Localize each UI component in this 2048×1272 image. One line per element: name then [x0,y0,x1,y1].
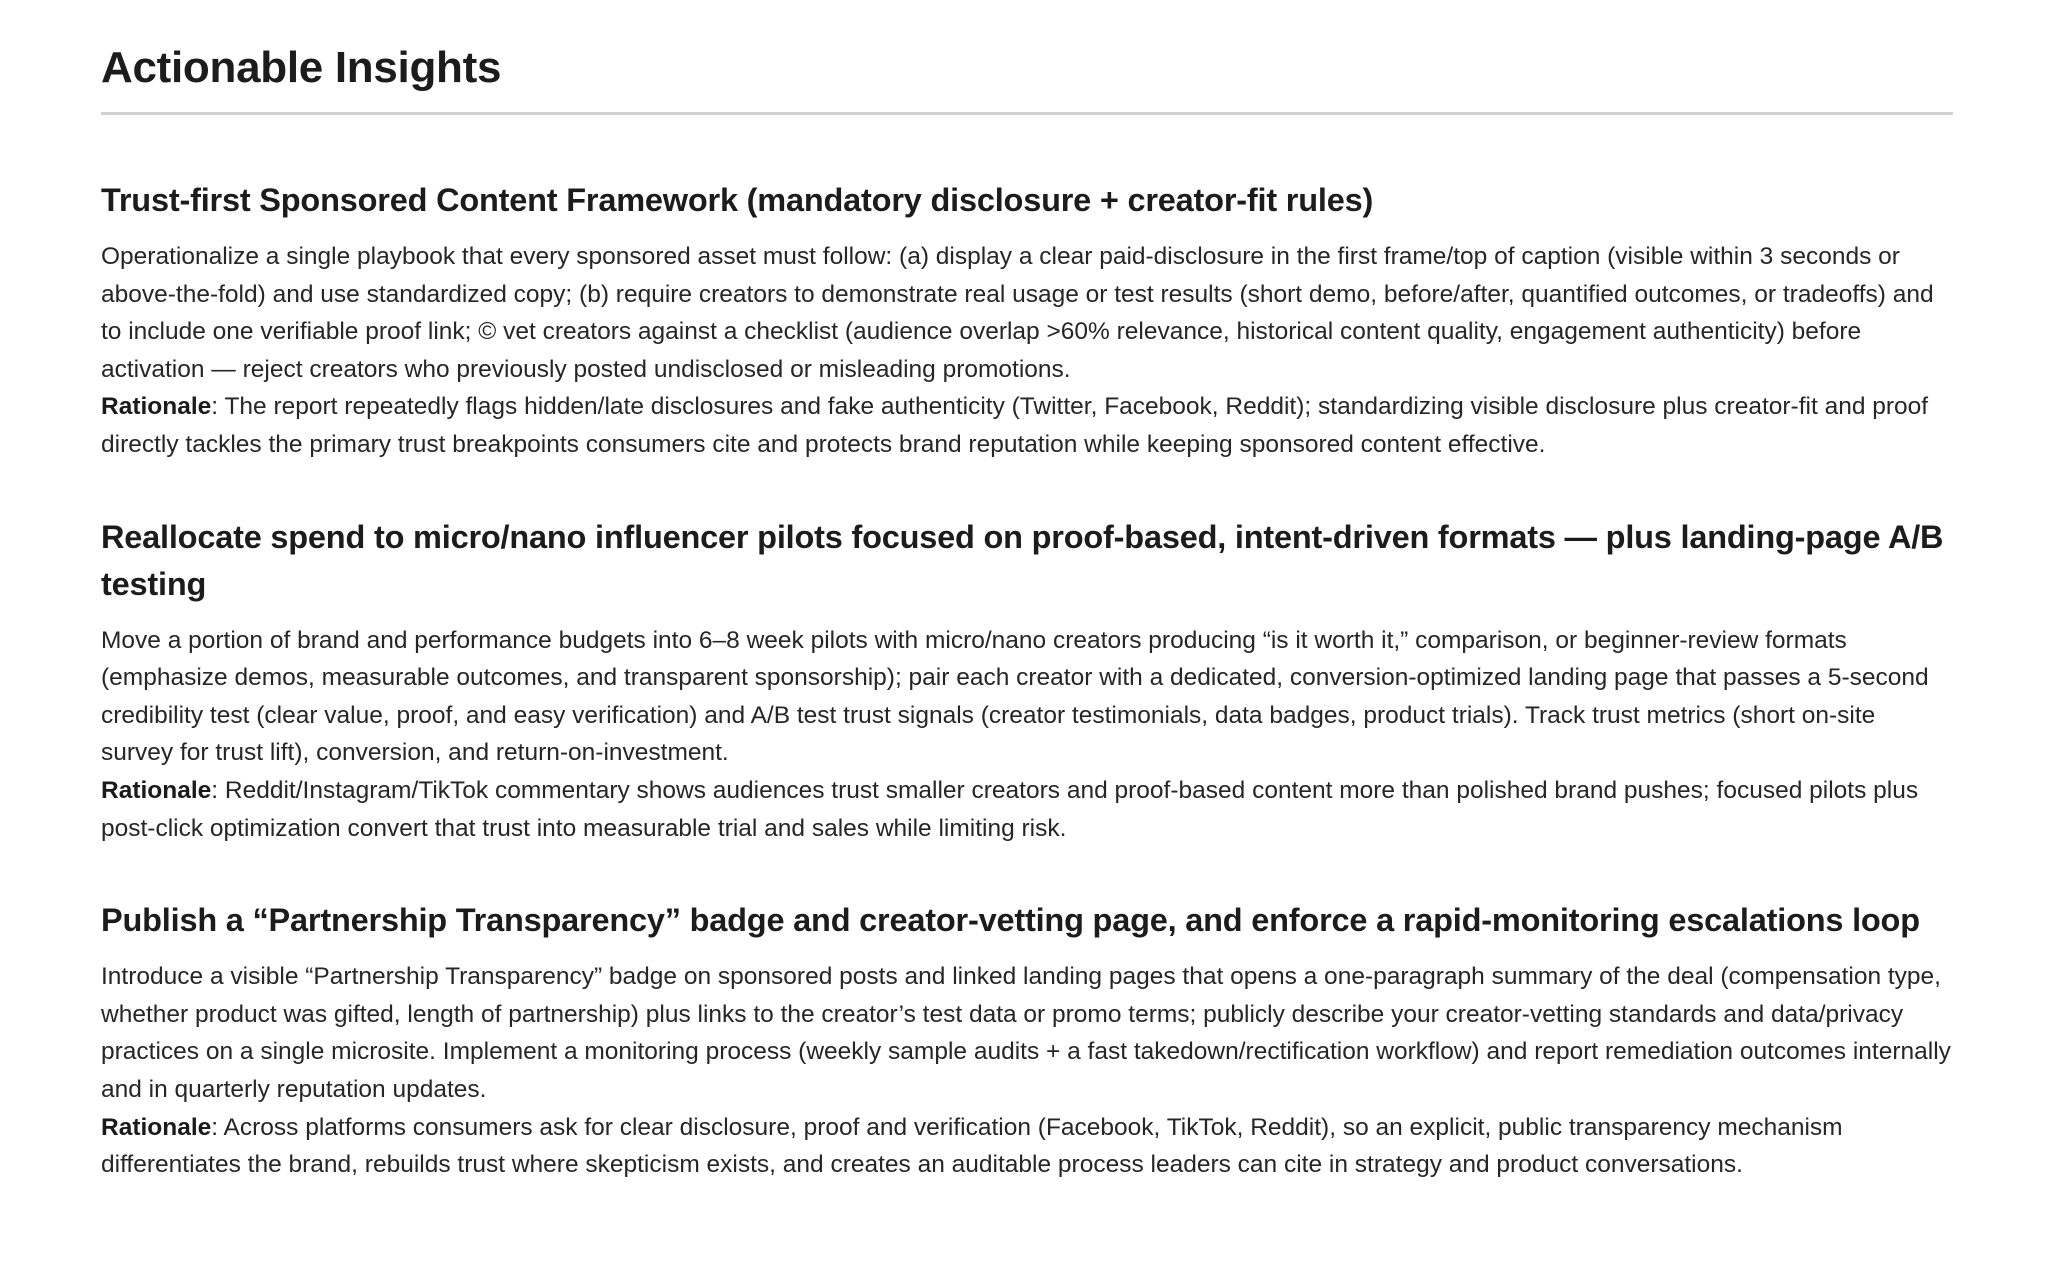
rationale-text: : Across platforms consumers ask for clear disclosure, proof and verification (Facebook, TikTok, Reddit), so an explicit, public transparency mechanism differentiates the brand, rebuilds trust where skepticism exists, and creates an auditable process leaders can cite in strategy and product conversations. [101,1113,1843,1179]
insight-heading: Publish a “Partnership Transparency” badge and creator-vetting page, and enforce a rapid-monitoring escalations loop [101,902,1920,939]
insight-heading: Reallocate spend to micro/nano influencer pilots focused on proof-based, intent-driven formats — plus landing-page A/B testing [101,518,1944,602]
rationale-label: Rationale [101,1113,212,1141]
insight-rationale [101,388,1953,463]
insight-rationale [101,772,1953,847]
rationale-text: : The report repeatedly flags hidden/late disclosures and fake authenticity (Twitter, Facebook, Reddit); standardizing visible disclosure plus creator-fit and proof directly tackles the primary trust breakpoints consumers cite and protects brand reputation while keeping sponsored content effective. [101,393,1929,458]
insight-body: Operationalize a single playbook that every sponsored asset must follow: (a) display a clear paid-disclosure in the first frame/top of caption (visible within 3 seconds or above-the-fold) and use standardized copy; (b) require creators to demonstrate real usage or test results (short demo, before/after, quantified outcomes, or tradeoffs) and to include one verifiable proof link; © vet creators against a checklist (audience overlap >60% relevance, historical content quality, engagement authenticity) before activation — reject creators who previously posted undisclosed or misleading promotions. [101,243,1934,383]
insight-body: Move a portion of brand and performance budgets into 6–8 week pilots with micro/nano creators producing “is it worth it,” comparison, or beginner-review formats (emphasize demos, measurable outcomes, and transparent sponsorship); pair each creator with a dedicated, conversion-optimized landing page that passes a 5-second credibility test (clear value, proof, and easy verification) and A/B test trust signals (creator testimonials, data badges, product trials). Track trust metrics (short on-site survey for trust lift), conversion, and return-on-investment. [101,626,1929,767]
rationale-text: : Reddit/Instagram/TikTok commentary shows audiences trust smaller creators and proof-based content more than polished brand pushes; focused pilots plus post-click optimization convert that trust into measurable trial and sales while limiting risk. [101,776,1919,842]
document-content [101,40,1953,1184]
insight-section [101,897,1953,1184]
insight-section [101,514,1953,848]
insight-section [101,177,1953,464]
rationale-label: Rationale [101,393,212,421]
title-divider [101,112,1953,115]
rationale-label: Rationale [101,776,212,804]
insight-body: Introduce a visible “Partnership Transparency” badge on sponsored posts and linked landing pages that opens a one-paragraph summary of the deal (compensation type, whether product was gifted, length of partnership) plus links to the creator’s test data or promo terms; publicly describe your creator-vetting standards and data/privacy practices on a single microsite. Implement a monitoring process (weekly sample audits + a fast takedown/rectification workflow) and report remediation outcomes internally and in quarterly reputation updates. [101,963,1951,1103]
insight-heading: Trust-first Sponsored Content Framework (mandatory disclosure + creator-fit rules) [101,182,1374,218]
insight-rationale [101,1109,1953,1184]
page-title: Actionable Insights [101,43,502,92]
